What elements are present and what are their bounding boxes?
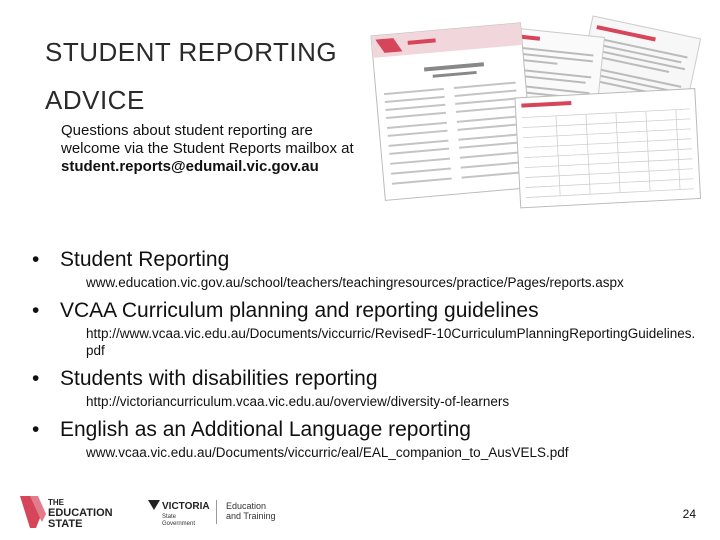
list-item [30, 416, 700, 461]
bullet-icon: • [32, 248, 40, 271]
vic-sub-1: State [162, 514, 177, 520]
resource-link[interactable]: http://victoriancurriculum.vcaa.vic.edu.au/overview/diversity-of-learners [86, 394, 510, 409]
logo-divider [216, 500, 217, 524]
dept-line-1: Education [226, 501, 267, 511]
intro-email[interactable]: student.reports@edumail.vic.gov.au [61, 158, 319, 175]
edu-logo-line2: EDUCATION [48, 507, 113, 519]
slide-title [45, 28, 337, 124]
resource-link[interactable]: www.education.vic.gov.au/school/teachers/teachingresources/practice/Pages/reports.aspx [86, 275, 624, 290]
resource-link[interactable]: www.vcaa.vic.edu.au/Documents/viccurric/eal/EAL_companion_to_AusVELS.pdf [86, 445, 569, 460]
title-line-1: STUDENT REPORTING [45, 37, 338, 67]
report-documents-image [365, 12, 710, 212]
title-line-2: ADVICE [45, 85, 145, 115]
edu-logo-line3: STATE [48, 518, 83, 530]
links-list [30, 246, 700, 467]
bullet-heading: Students with disabilities reporting [60, 367, 378, 390]
bullet-heading: VCAA Curriculum planning and reporting guidelines [60, 299, 539, 322]
intro-text: Questions about student reporting are welcome via the Student Reports mailbox at [61, 122, 354, 157]
education-state-logo [18, 494, 138, 530]
list-item [30, 246, 700, 291]
footer-logos [18, 494, 278, 530]
intro-paragraph [61, 122, 361, 176]
department-name [226, 501, 276, 521]
edu-logo-line1: THE [48, 498, 64, 507]
dept-line-2: and Training [226, 511, 276, 521]
bullet-heading: English as an Additional Language reporting [60, 418, 471, 441]
bullet-icon: • [32, 418, 40, 441]
vic-logo-text: VICTORIA [162, 501, 210, 512]
page-number: 24 [682, 507, 696, 521]
bullet-heading: Student Reporting [60, 248, 230, 271]
bullet-icon: • [32, 367, 40, 390]
victoria-government-logo [146, 496, 214, 528]
list-item [30, 297, 700, 359]
list-item [30, 365, 700, 410]
resource-link[interactable]: http://www.vcaa.vic.edu.au/Documents/viccurric/RevisedF-10CurriculumPlanningReportingGuidelines.pdf [86, 326, 696, 358]
bullet-icon: • [32, 299, 40, 322]
vic-sub-2: Government [162, 521, 196, 527]
